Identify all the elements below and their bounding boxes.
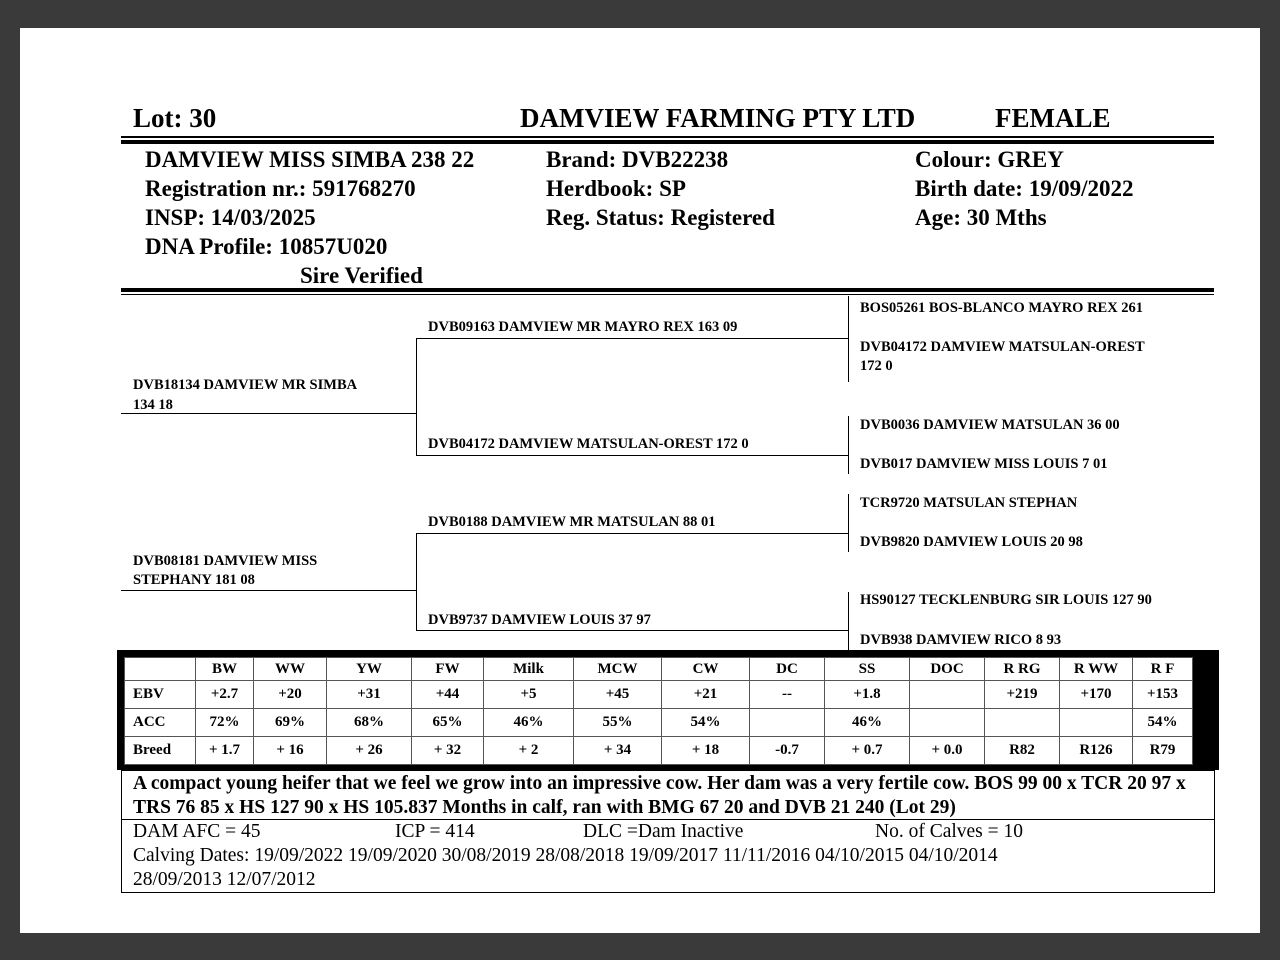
sire-name-line2: 134 18 [133, 397, 173, 413]
ebv-row-label: EBV [125, 681, 196, 709]
ebv-cell: +45 [574, 681, 662, 709]
ebv-cell: +5 [484, 681, 574, 709]
acc-cell: 68% [327, 709, 412, 737]
registration-number: Registration nr.: 591768270 [145, 176, 416, 201]
dam-sire: DVB0188 DAMVIEW MR MATSULAN 88 01 [428, 514, 716, 530]
header-rule-thin [121, 136, 1214, 138]
breed-cell: + 18 [662, 737, 750, 765]
dam-calves: No. of Calves = 10 [875, 821, 1024, 842]
breed-cell: + 0.7 [825, 737, 910, 765]
breed-cell: + 0.0 [910, 737, 985, 765]
ggp-1: BOS05261 BOS-BLANCO MAYRO REX 261 [860, 300, 1144, 316]
animal-info-left [145, 145, 474, 290]
animal-info-right [915, 145, 1134, 232]
ebv-header-cell: DOC [910, 658, 985, 681]
dna-profile: DNA Profile: 10857U020 [145, 234, 388, 259]
dam-line [121, 590, 416, 591]
ebv-header-cell: R RG [985, 658, 1060, 681]
lot-number: Lot: 30 [133, 103, 217, 133]
ggp-3: DVB0036 DAMVIEW MATSULAN 36 00 [860, 417, 1120, 433]
acc-row [125, 709, 1193, 737]
registration-status: Reg. Status: Registered [546, 205, 775, 230]
animal-name: DAMVIEW MISS SIMBA 238 22 [145, 147, 475, 172]
ggp-7: HS90127 TECKLENBURG SIR LOUIS 127 90 [860, 592, 1152, 608]
breed-cell: + 34 [574, 737, 662, 765]
ebv-cell: +31 [327, 681, 412, 709]
breed-cell: R79 [1133, 737, 1193, 765]
acc-cell [985, 709, 1060, 737]
breeder-name: DAMVIEW FARMING PTY LTD [520, 103, 916, 133]
breed-cell: + 16 [254, 737, 327, 765]
ebv-table [124, 657, 1193, 765]
info-rule-thin [121, 294, 1214, 295]
ebv-cell: -- [750, 681, 825, 709]
ebv-header-cell: CW [662, 658, 750, 681]
dam-bracket [416, 533, 417, 631]
sex-label: FEMALE [995, 103, 1111, 133]
colour: Colour: GREY [915, 147, 1064, 172]
ebv-cell: +219 [985, 681, 1060, 709]
brand: Brand: DVB22238 [546, 147, 729, 172]
breed-cell: + 32 [412, 737, 484, 765]
animal-info-middle [546, 145, 775, 232]
ebv-row [125, 681, 1193, 709]
inspection-date: INSP: 14/03/2025 [145, 205, 316, 230]
dam-icp: ICP = 414 [395, 821, 475, 842]
breed-cell: R82 [985, 737, 1060, 765]
ebv-header-cell: R F [1133, 658, 1193, 681]
birth-date: Birth date: 19/09/2022 [915, 176, 1134, 201]
ebv-header-cell: DC [750, 658, 825, 681]
ebv-cell [910, 681, 985, 709]
ggp-bracket-1 [848, 296, 849, 382]
sire-name-line1: DVB18134 DAMVIEW MR SIMBA [133, 377, 358, 393]
ebv-header-cell: WW [254, 658, 327, 681]
calving-dates-line2: 28/09/2013 12/07/2012 [133, 869, 316, 890]
sire-dam: DVB04172 DAMVIEW MATSULAN-OREST 172 0 [428, 436, 749, 452]
ggp-2: DVB04172 DAMVIEW MATSULAN-OREST 172 0 [860, 339, 1145, 374]
acc-cell: 69% [254, 709, 327, 737]
dam-afc: DAM AFC = 45 [133, 821, 261, 842]
breed-row [125, 737, 1193, 765]
ebv-cell: +44 [412, 681, 484, 709]
header-rule-thick [121, 140, 1214, 144]
ebv-cell: +170 [1060, 681, 1133, 709]
sire-sire-line [416, 338, 848, 339]
breed-cell: R126 [1060, 737, 1133, 765]
ggp-8: DVB938 DAMVIEW RICO 8 93 [860, 632, 1062, 648]
acc-cell: 55% [574, 709, 662, 737]
sire-verified: Sire Verified [300, 263, 423, 288]
acc-cell: 65% [412, 709, 484, 737]
ggp-4: DVB017 DAMVIEW MISS LOUIS 7 01 [860, 456, 1108, 472]
dam-sire-line [416, 533, 848, 534]
ggp-6: DVB9820 DAMVIEW LOUIS 20 98 [860, 534, 1083, 550]
ebv-header-cell: BW [196, 658, 254, 681]
ebv-header-cell: FW [412, 658, 484, 681]
ebv-cell: +20 [254, 681, 327, 709]
dam-dam-line [416, 630, 848, 631]
ebv-header-row [125, 658, 1193, 681]
ebv-cell: +1.8 [825, 681, 910, 709]
ebv-cell: +153 [1133, 681, 1193, 709]
dam-dam: DVB9737 DAMVIEW LOUIS 37 97 [428, 612, 651, 628]
ebv-cell: +2.7 [196, 681, 254, 709]
info-rule-thick [121, 288, 1214, 292]
ggp-bracket-4 [848, 592, 849, 650]
acc-row-label: ACC [125, 709, 196, 737]
sire-sire: DVB09163 DAMVIEW MR MAYRO REX 163 09 [428, 319, 738, 335]
calving-dates-line1: Calving Dates: 19/09/2022 19/09/2020 30/08/2019 28/08/2018 19/09/2017 11/11/2016 04/10/2015 04/10/2014 [133, 845, 998, 866]
acc-cell: 54% [662, 709, 750, 737]
acc-cell: 54% [1133, 709, 1193, 737]
sire-dam-line [416, 455, 848, 456]
age: Age: 30 Mths [915, 205, 1047, 230]
acc-cell [1060, 709, 1133, 737]
acc-cell [750, 709, 825, 737]
dam-name-line2: STEPHANY 181 08 [133, 572, 255, 588]
breed-cell: + 26 [327, 737, 412, 765]
acc-cell: 72% [196, 709, 254, 737]
sire-bracket [416, 338, 417, 455]
ggp-bracket-3 [848, 494, 849, 552]
ebv-header-cell: MCW [574, 658, 662, 681]
dam-name-line1: DVB08181 DAMVIEW MISS [133, 553, 318, 569]
ebv-header-cell [125, 658, 196, 681]
herdbook: Herdbook: SP [546, 176, 686, 201]
ebv-header-cell: R WW [1060, 658, 1133, 681]
breed-cell: + 2 [484, 737, 574, 765]
ggp-5: TCR9720 MATSULAN STEPHAN [860, 495, 1078, 511]
comment-text: A compact young heifer that we feel we grow into an impressive cow. Her dam was a very fertile cow. BOS 99 00 x TCR 20 97 x TRS 76 85 x HS 127 90 x HS 105.837 Months in calf, ran with BMG 67 20 and DVB 21 240 (Lot 29) [133, 773, 1186, 818]
acc-cell [910, 709, 985, 737]
breed-cell: -0.7 [750, 737, 825, 765]
breed-row-label: Breed [125, 737, 196, 765]
ebv-header-cell: YW [327, 658, 412, 681]
ebv-header-cell: SS [825, 658, 910, 681]
breed-cell: + 1.7 [196, 737, 254, 765]
ebv-cell: +21 [662, 681, 750, 709]
dam-dlc: DLC =Dam Inactive [583, 821, 744, 842]
acc-cell: 46% [484, 709, 574, 737]
acc-cell: 46% [825, 709, 910, 737]
ebv-header-cell: Milk [484, 658, 574, 681]
ggp-bracket-2 [848, 416, 849, 474]
